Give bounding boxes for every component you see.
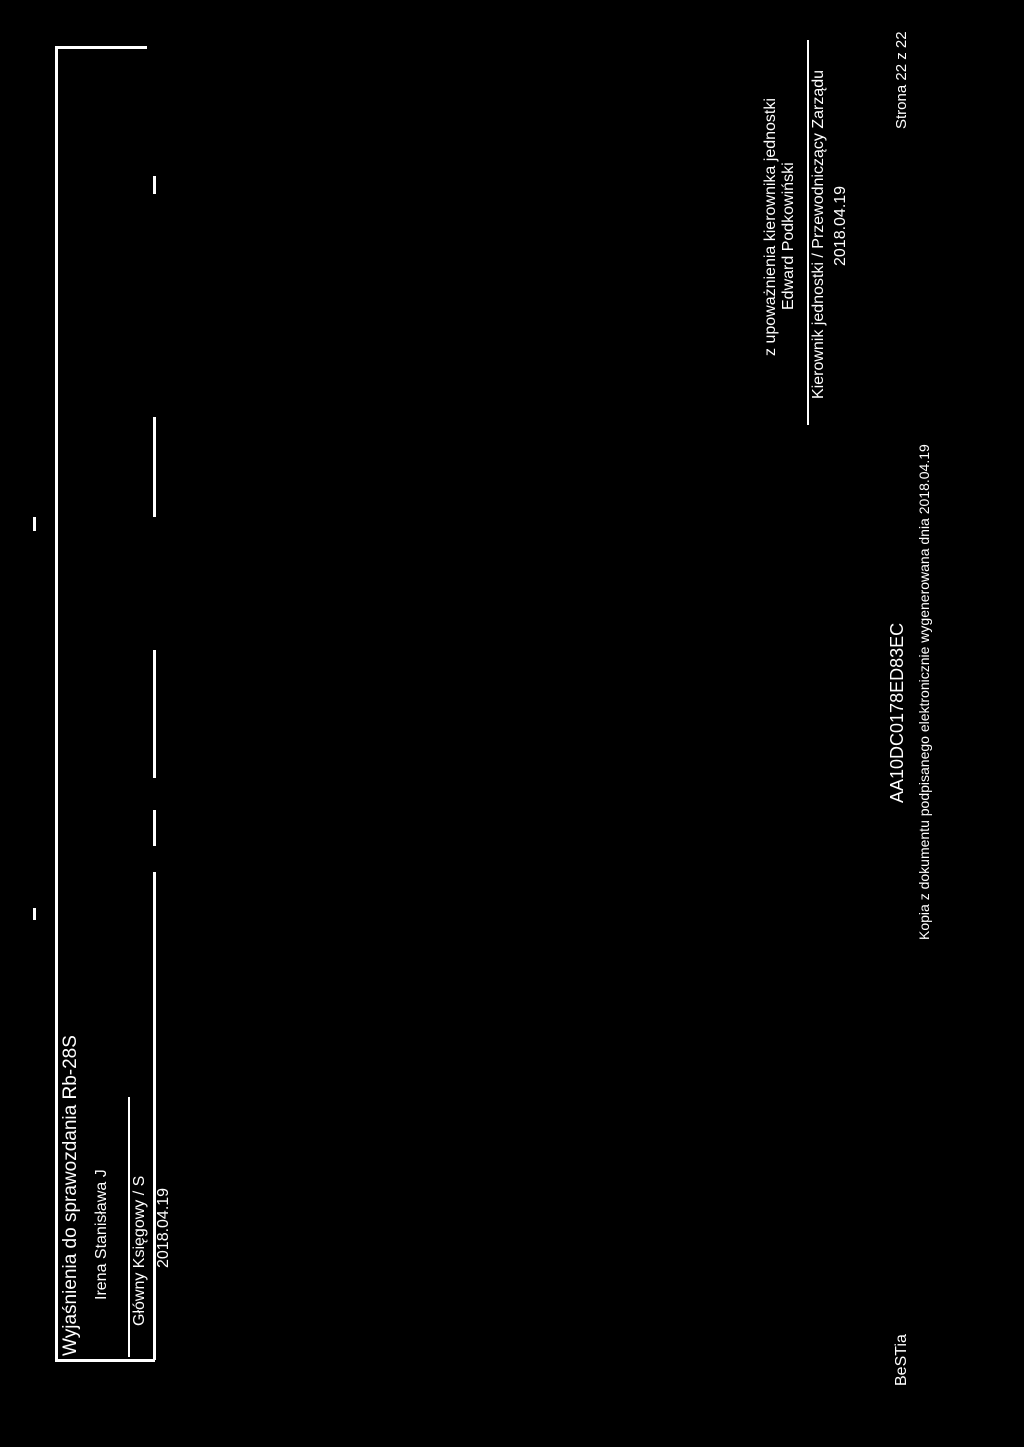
scan-mark bbox=[33, 908, 36, 920]
frame-left-edge bbox=[55, 46, 58, 1362]
frame-right-edge-segment bbox=[153, 176, 156, 194]
frame-bottom-edge bbox=[55, 1359, 155, 1362]
accountant-role: Główny Księgowy / S bbox=[131, 1175, 148, 1326]
manager-authorization: z upoważnienia kierownika jednostki bbox=[762, 98, 779, 356]
system-name: BeSTia bbox=[893, 1334, 910, 1386]
accountant-date: 2018.04.19 bbox=[155, 1187, 172, 1268]
section-title: Wyjaśnienia do sprawozdania Rb-28S bbox=[60, 1035, 81, 1356]
page-number: Strona 22 z 22 bbox=[893, 31, 910, 129]
accountant-name: Irena Stanisława J bbox=[93, 1169, 110, 1300]
frame-right-edge-segment bbox=[153, 810, 156, 846]
copy-note: Kopia z dokumentu podpisanego elektronicznie wygenerowana dnia 2018.04.19 bbox=[916, 444, 932, 940]
frame-right-edge-segment bbox=[153, 417, 156, 517]
frame-right-edge-segment bbox=[153, 650, 156, 778]
accountant-signature-line bbox=[128, 1097, 130, 1357]
manager-role: Kierownik jednostki / Przewodniczący Zarządu bbox=[810, 69, 827, 399]
manager-date: 2018.04.19 bbox=[832, 185, 849, 266]
frame-right-edge-segment bbox=[153, 872, 156, 1360]
manager-signature-line bbox=[807, 40, 809, 425]
document-hash: AA10DC0178ED83EC bbox=[887, 622, 907, 803]
frame-top-edge bbox=[57, 46, 147, 49]
scan-mark bbox=[33, 517, 36, 531]
manager-name: Edward Podkowiński bbox=[780, 162, 797, 310]
